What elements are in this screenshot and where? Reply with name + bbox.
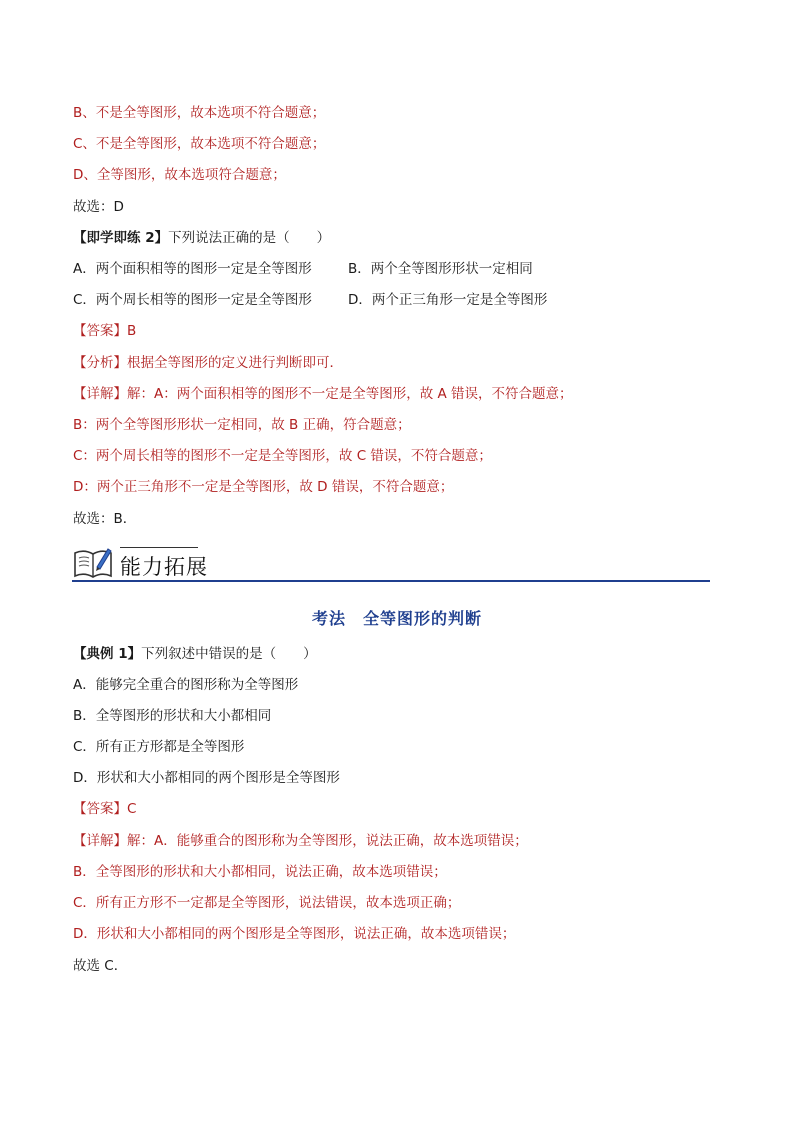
options-row-1	[73, 260, 673, 278]
conclusion-line: 故选：D	[73, 199, 124, 215]
practice-question	[73, 229, 330, 247]
solution-line-b: B、不是全等图形，故本选项不符合题意；	[73, 105, 326, 121]
solution-line-d: D、全等图形，故本选项符合题意；	[73, 167, 286, 183]
solution-line-c: C、不是全等图形，故本选项不符合题意；	[73, 136, 326, 152]
example-detail-label: 【详解】	[73, 833, 127, 849]
example-option-c: C．所有正方形都是全等图形	[73, 739, 245, 755]
example-option-b: B．全等图形的形状和大小都相同	[73, 708, 272, 724]
example-label: 【典例 1】	[73, 646, 142, 662]
example-answer-value: C	[127, 801, 137, 817]
options-row-2	[73, 291, 673, 309]
option-a: A．两个面积相等的图形一定是全等图形	[73, 261, 312, 277]
option-d: D．两个正三角形一定是全等图形	[348, 292, 548, 308]
example-answer-label: 【答案】	[73, 801, 127, 817]
analysis-line	[73, 354, 343, 372]
example-detail-line-a	[73, 832, 528, 850]
section-header	[72, 543, 710, 583]
example-detail-line-c: C．所有正方形不一定都是全等图形，说法错误，故本选项正确；	[73, 895, 461, 911]
answer-line	[73, 322, 136, 340]
example-question-text: 下列叙述中错误的是（ ）	[141, 646, 317, 662]
detail-line-b: B：两个全等图形形状一定相同，故 B 正确，符合题意；	[73, 417, 411, 433]
option-b: B．两个全等图形形状一定相同	[348, 261, 533, 277]
example-option-d: D．形状和大小都相同的两个图形是全等图形	[73, 770, 340, 786]
example-option-a: A．能够完全重合的图形称为全等图形	[73, 677, 299, 693]
analysis-label: 【分析】	[73, 355, 127, 371]
practice-conclusion: 故选：B．	[73, 511, 137, 527]
example-detail-text-a: 解：A．能够重合的图形称为全等图形，说法正确，故本选项错误；	[127, 833, 528, 849]
answer-label: 【答案】	[73, 323, 127, 339]
detail-text-a: 解：A：两个面积相等的图形不一定是全等图形，故 A 错误，不符合题意；	[127, 386, 573, 402]
example-detail-line-b: B．全等图形的形状和大小都相同，说法正确，故本选项错误；	[73, 864, 447, 880]
section-top-line	[120, 547, 198, 548]
detail-line-c: C：两个周长相等的图形不一定是全等图形，故 C 错误，不符合题意；	[73, 448, 492, 464]
practice-label: 【即学即练 2】	[73, 230, 169, 246]
example-detail-line-d: D．形状和大小都相同的两个图形是全等图形，说法正确，故本选项错误；	[73, 926, 516, 942]
detail-label: 【详解】	[73, 386, 127, 402]
section-divider	[72, 580, 710, 582]
example-answer-line	[73, 800, 136, 818]
method-title: 考法 全等图形的判断	[311, 609, 482, 628]
practice-question-text: 下列说法正确的是（ ）	[168, 230, 331, 246]
example-conclusion: 故选 C．	[73, 958, 128, 974]
detail-line-a	[73, 385, 573, 403]
example-question	[73, 645, 317, 663]
section-title: 能力拓展	[120, 555, 208, 579]
option-c: C．两个周长相等的图形一定是全等图形	[73, 292, 312, 308]
detail-line-d: D：两个正三角形不一定是全等图形，故 D 错误，不符合题意；	[73, 479, 454, 495]
analysis-text: 根据全等图形的定义进行判断即可．	[127, 355, 343, 371]
open-book-icon	[72, 545, 114, 581]
answer-value: B	[127, 323, 137, 339]
